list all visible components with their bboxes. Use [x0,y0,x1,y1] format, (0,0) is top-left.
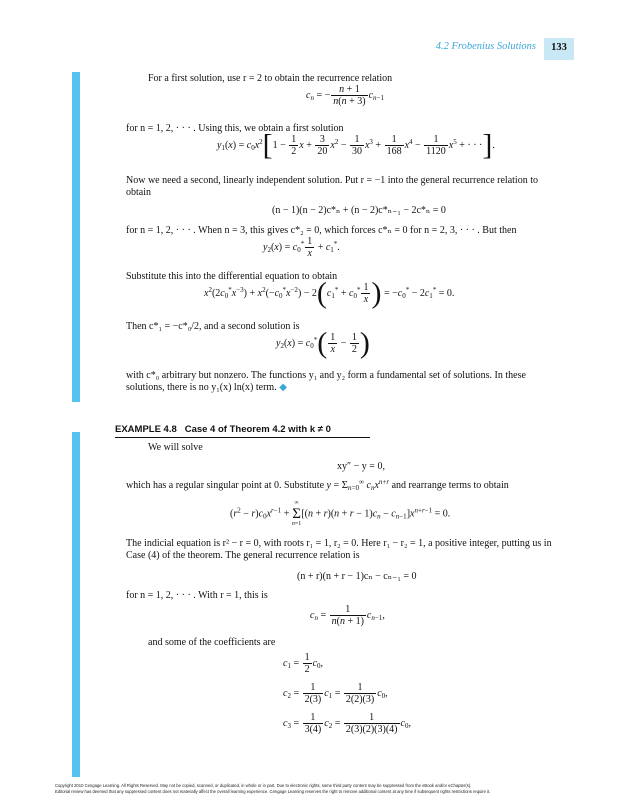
paragraph-singular-point: which has a regular singular point at 0. Substitute $y = \Sigma_{n=0}^\infty$ $c_nx^{n+r}$ and rearrange terms to obtain [126,478,509,492]
paragraph-second-solution: Now we need a second, linearly independent solution. Put r = −1 into the general recurrence relation to obtain [126,175,538,198]
example-heading [115,424,370,438]
equation-recurrence-r2: $c_n$ = − $\frac{n + 1}{n(n + 3)}$ $c_{n-1}$ [306,84,384,107]
equation-c2: $c_2$ = $\frac{1}{2(3)}$ $c_1$ = $\frac{1}{2(2)(3)}$ $c_0$, [283,682,388,705]
equation-recurrence-r-minus1: (n − 1)(n − 2)c*ₙ + (n − 2)c*ₙ₋₁ − 2c*ₙ = 0 [272,205,446,216]
paragraph-fundamental-set [126,370,556,394]
equation-general-recurrence: (n + r)(n + r − 1)cₙ − cₙ₋₁ = 0 [297,571,417,582]
paragraph-singular-point-text: which has a regular singular point at 0. Substitute [126,480,325,491]
page-number: 133 [544,38,574,60]
section-title: 4.2 Frobenius Solutions [435,41,536,52]
equation-y2: $y_2(x) = c_0^*$( $\frac{1}{x}$ − $\frac{1}{2}$ ) [276,326,370,360]
equation-c1: $c_1$ = $\frac{1}{2}$ $c_0$, [283,652,324,675]
page-header [0,38,622,64]
equation-recurrence-r1: $c_n$ = $\frac{1}{n(n + 1)}$ $c_{n-1}$, [310,604,385,627]
equation-y2-form: $y_2(x) = c_0^*$ $\frac{1}{x}$ + $c_1^*$. [263,236,340,259]
accent-bar-bottom [72,432,80,777]
example-title: Case 4 of Theorem 4.2 with k ≠ 0 [184,424,331,435]
paragraph-first-solution: for n = 1, 2, · · · . Using this, we obtain a first solution [126,123,344,134]
paragraph-with-r1: for n = 1, 2, · · · . With r = 1, this is [126,590,268,601]
paragraph-rearrange-text: and rearrange terms to obtain [391,480,509,491]
paragraph-substitute: Substitute this into the differential equation to obtain [126,271,338,282]
example-label: EXAMPLE 4.8 [115,424,177,435]
copyright-footer [55,783,575,795]
equation-ode: xy″ − y = 0, [337,461,385,472]
paragraph-we-will-solve: We will solve [148,442,203,453]
footer-line-2: Editorial review has deemed that any suppressed content does not materially affect the overall learning experience. Cengage Learning reserves the right to remove additional content at any time if subsequent rights restrictions require it. [55,789,491,794]
paragraph-some-coefficients: and some of the coefficients are [148,637,276,648]
accent-bar-top [72,72,80,402]
footer-line-1: Copyright 2010 Cengage Learning. All Rights Reserved. May not be copied, scanned, or duplicated, in whole or in part. Due to electronic rights, some third party content may be suppressed from the eBook and/or eChapter(s). [55,783,472,788]
paragraph-second-solution-is: Then c*₁ = −c*₀/2, and a second solution is [126,321,300,332]
equation-substitution: $x^2(2c_0^*x^{-3}) + x^2(-c_0^*x^{-2}) - 2(c_1^* + c_0^*$ $\frac{1}{x}$ ) = $-c_0^* - 2c_1^* = 0$. [204,276,455,310]
equation-series: $(r^2 - r)c_0x^{r-1}$ + ∞ Σ n=1 $[(n + r)(n + r - 1)c_n - c_{n-1}]x^{n+r-1} = 0$. [230,500,451,527]
paragraph-indicial: The indicial equation is r² − r = 0, with roots r₁ = 1, r₂ = 0. Here r₁ − r₂ = 1, a positive integer, putting us in Case (4) of the theorem. The general recurrence relation is [126,538,552,561]
paragraph-recurrence-intro: For a first solution, use r = 2 to obtain the recurrence relation [148,73,393,84]
equation-c3: $c_3$ = $\frac{1}{3(4)}$ $c_2$ = $\frac{1}{2(3)(2)(3)(4)}$ $c_0$, [283,712,411,735]
end-of-example-diamond-icon: ◆ [279,382,287,393]
equation-y1: $y_1(x) = c_0x^2[1$ − $\frac{1}{2}$ x + $\frac{3}{20}$ $x^2$ − $\frac{1}{30}$ $x^3$ + $\frac{1}{168}$ $x^4$ − $\frac{1}{1120}$ $x^5$ + · · ·]. [217,128,495,162]
paragraph-forces-zero: for n = 1, 2, · · · . When n = 3, this gives c*₂ = 0, which forces c*ₙ = 0 for n = 2, 3, · · · . But then [126,225,517,236]
paragraph-fundamental-set-text: with c*₀ arbitrary but nonzero. The functions y₁ and y₂ form a fundamental set of solutions. In these solutions, there is no y₁(x) ln(x) term. [126,370,526,393]
